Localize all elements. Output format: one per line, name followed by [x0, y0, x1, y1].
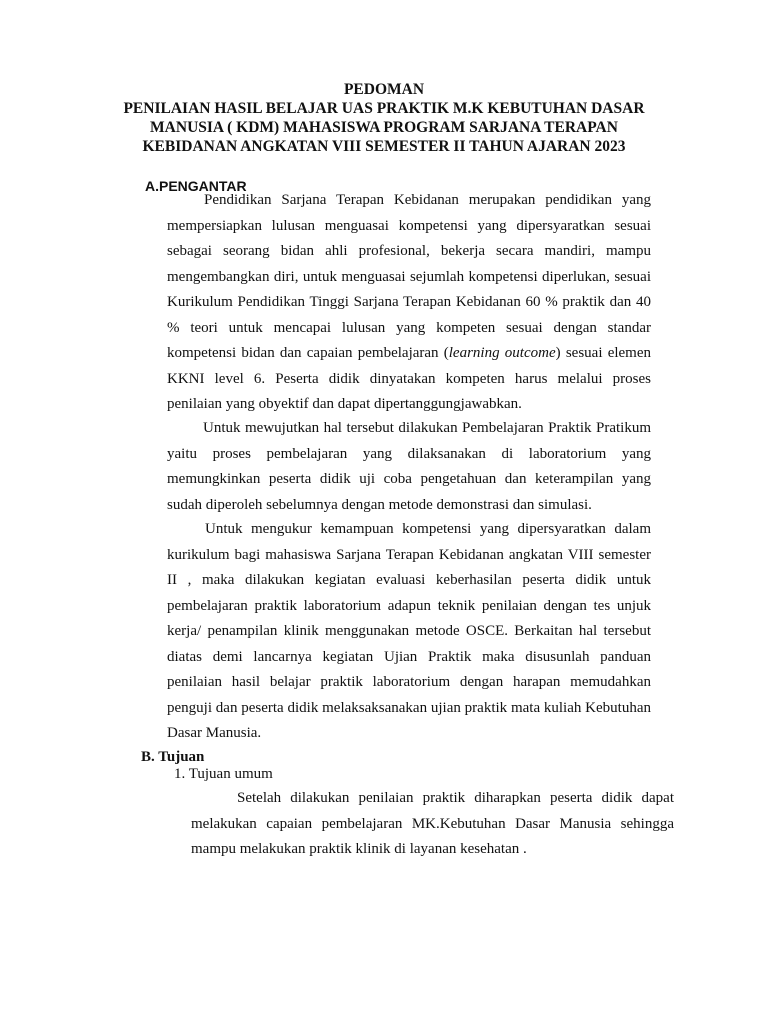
title-line-2: PENILAIAN HASIL BELAJAR UAS PRAKTIK M.K KEBUTUHAN DASAR — [123, 100, 645, 117]
section-b-heading: B. Tujuan — [141, 749, 205, 765]
title-line-3: MANUSIA ( KDM) MAHASISWA PROGRAM SARJANA TERAPAN — [150, 119, 618, 136]
section-b-item-1-text: Setelah dilakukan penilaian praktik diharapkan peserta didik dapat melakukan capaian pembelajaran MK.Kebutuhan Dasar Manusia sehingga mampu melakukan praktik klinik di layanan kesehatan . — [191, 790, 674, 857]
section-a-paragraph-1-italic: learning outcome — [448, 345, 556, 361]
section-a-paragraph-1-text-end: ) sesuai elemen KKNI level 6. Peserta didik dinyatakan kompeten harus melalui proses penilaian yang obyektif dan dapat dipertanggungjawabkan. — [167, 345, 651, 412]
title-line-4: KEBIDANAN ANGKATAN VIII SEMESTER II TAHUN AJARAN 2023 — [142, 138, 626, 155]
title-line-1: PEDOMAN — [343, 81, 425, 98]
section-a-heading: A.PENGANTAR — [145, 178, 247, 194]
document-title — [60, 80, 708, 156]
section-a-paragraph-1-text-start: Pendidikan Sarjana Terapan Kebidanan merupakan pendidikan yang mempersiapkan lulusan menguasai kompetensi yang dipersyaratkan sesuai sebagai seorang bidan ahli profesional, bekerja secara mandiri, mampu mengembangkan diri, untuk menguasai sejumlah kompetensi diperlukan, sesuai Kurikulum Pendidikan Tinggi Sarjana Terapan Kebidanan 60 % praktik dan 40 % teori untuk mencapai lulusan yang kompeten sesuai dengan standar kompetensi bidan dan capaian pembelajaran ( — [167, 192, 651, 361]
section-a-paragraph-2-text: Untuk mewujutkan hal tersebut dilakukan Pembelajaran Praktik Pratikum yaitu proses pembelajaran yang dilaksanakan di laboratorium yang memungkinkan peserta didik uji coba pengetahuan dan keterampilan yang sudah diperoleh sebelumnya dengan metode demonstrasi dan simulasi. — [167, 420, 651, 513]
section-b-item-1-paragraph — [191, 786, 674, 863]
section-a-paragraph-1 — [167, 188, 651, 418]
section-a-paragraph-2 — [167, 416, 651, 518]
section-b-item-1-label: 1. Tujuan umum — [174, 766, 273, 782]
section-a-paragraph-3 — [167, 517, 651, 747]
section-a-paragraph-3-text: Untuk mengukur kemampuan kompetensi yang dipersyaratkan dalam kurikulum bagi mahasiswa Sarjana Terapan Kebidanan angkatan VIII semester II , maka dilakukan kegiatan evaluasi keberhasilan peserta didik untuk pembelajaran praktik laboratorium adapun teknik penilaian dengan tes unjuk kerja/ penampilan klinik menggunakan metode OSCE. Berkaitan hal tersebut diatas demi lancarnya kegiatan Ujian Praktik maka disusunlah panduan penilaian hasil belajar praktik laboratorium dengan harapan memudahkan penguji dan peserta didik melaksaksanakan ujian praktik mata kuliah Kebutuhan Dasar Manusia. — [167, 521, 651, 741]
